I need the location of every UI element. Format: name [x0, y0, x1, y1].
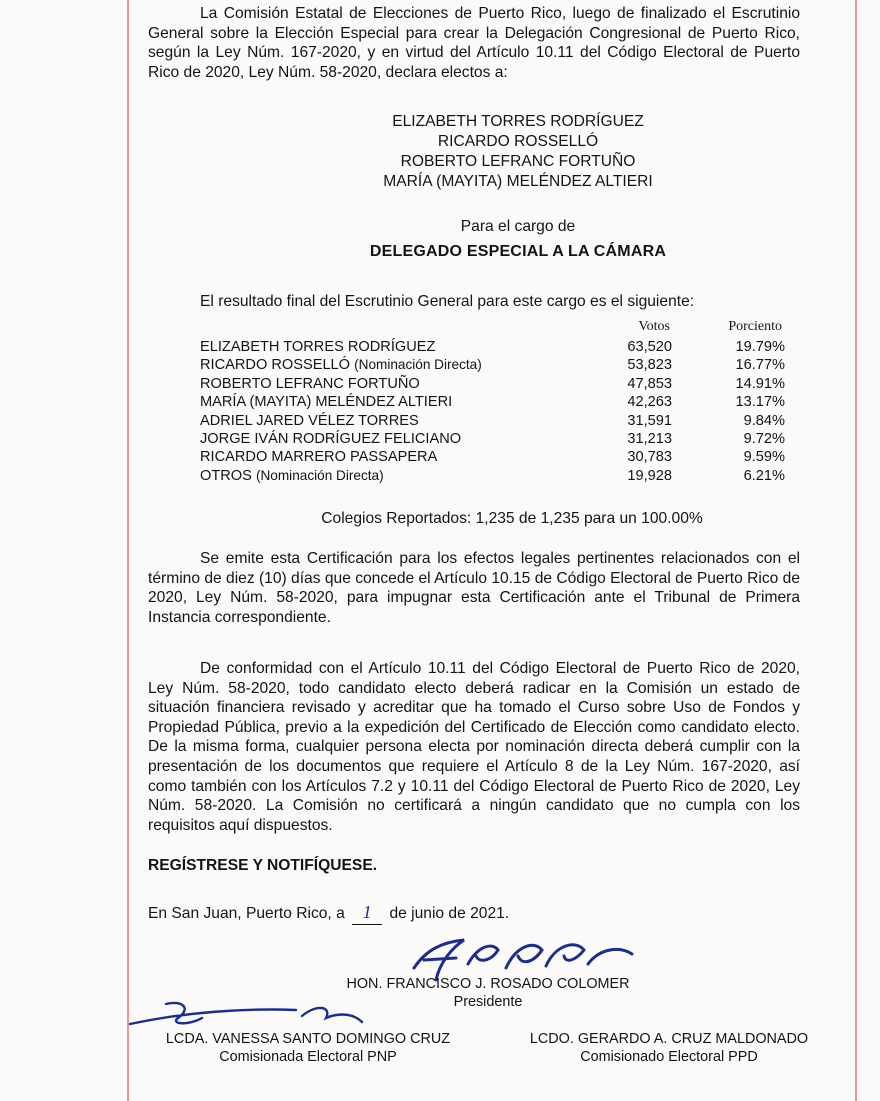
candidate-votes: 19,928 [627, 467, 672, 484]
candidate-name: ELIZABETH TORRES RODRÍGUEZ [200, 339, 436, 355]
table-row [200, 412, 785, 430]
candidate-percent: 14.91% [735, 375, 785, 392]
certification-paragraph: Se emite esta Certificación para los efectos legales pertinentes relacionados con el término de diez (10) días que concede el Artículo 10.15 de Código Electoral de Puerto Rico de 2020, Ley Núm. 58-2020, para impugnar esta Certificación ante el Tribunal de Primera Instancia correspondiente. [148, 550, 800, 626]
date-day: 1 [362, 902, 372, 922]
table-row [200, 338, 785, 356]
ppd-block [510, 1030, 828, 1066]
position-label: Para el cargo de [460, 218, 576, 235]
pnp-name: LCDA. VANESSA SANTO DOMINGO CRUZ [165, 1031, 451, 1047]
ppd-name: LCDO. GERARDO A. CRUZ MALDONADO [529, 1031, 809, 1047]
date-prefix: En San Juan, Puerto Rico, a [148, 905, 345, 922]
ppd-role: Comisionado Electoral PPD [580, 1049, 758, 1065]
candidate-votes: 42,263 [627, 394, 672, 411]
candidate-votes: 31,591 [627, 412, 672, 429]
candidate-votes: 30,783 [627, 449, 672, 466]
candidate-percent: 13.17% [735, 394, 785, 411]
candidate-note: (Nominación Directa) [255, 467, 384, 483]
table-row [200, 393, 785, 411]
candidate-name: MARÍA (MAYITA) MELÉNDEZ ALTIERI [200, 394, 453, 411]
candidate-name: RICARDO MARRERO PASSAPERA [200, 449, 438, 466]
results-intro: El resultado final del Escrutinio General para este cargo es el siguiente: [200, 293, 695, 310]
candidate-votes: 47,853 [627, 375, 672, 392]
conformity-paragraph: De conformidad con el Artículo 10.11 del Código Electoral de Puerto Rico de 2020, Ley Núm. 58-2020, todo candidato electo deberá radicar en la Comisión un estado de situación financiera revisado y acreditar que ha tomado el Curso sobre Uso de Fondos y Propiedad Pública, previo a la expedición del Certificado de Elección como candidato electo. De la misma forma, cualquier persona electa por nominación directa deberá cumplir con la presentación de los documentos que requiere el Artículo 8 de la Ley Núm. 167-2020, así como también con los Artículos 7.2 y 10.11 del Código Electoral de Puerto Rico de 2020, Ley Núm. 58-2020. La Comisión no certificará a ningún candidato que no cumpla con los requisitos aquí dispuestos. [148, 660, 800, 834]
table-row [200, 375, 785, 393]
elected-name: RICARDO ROSSELLÓ [437, 133, 599, 150]
results-table [200, 316, 785, 485]
table-row [200, 356, 785, 374]
candidate-votes: 53,823 [627, 357, 672, 374]
president-name: HON. FRANCISCO J. ROSADO COLOMER [346, 976, 630, 992]
percent-header: Porciento [728, 319, 782, 334]
candidate-name: ADRIEL JARED VÉLEZ TORRES [200, 412, 419, 429]
candidate-percent: 19.79% [735, 339, 785, 355]
candidate-name: ROBERTO LEFRANC FORTUÑO [200, 375, 420, 392]
candidate-votes: 63,520 [627, 339, 672, 355]
candidate-percent: 9.84% [743, 412, 785, 429]
candidate-percent: 16.77% [735, 357, 785, 374]
elected-names [148, 112, 880, 192]
candidate-note: (Nominación Directa) [354, 357, 482, 373]
table-row [200, 430, 785, 448]
candidate-percent: 9.72% [743, 431, 785, 448]
position-title: DELEGADO ESPECIAL A LA CÁMARA [369, 243, 667, 260]
pnp-role: Comisionada Electoral PNP [219, 1049, 397, 1065]
candidate-votes: 31,213 [627, 431, 672, 448]
candidate-name: JORGE IVÁN RODRÍGUEZ FELICIANO [200, 431, 462, 448]
pnp-block [148, 1030, 468, 1066]
candidate-name: OTROS [200, 467, 252, 484]
candidate-name: RICARDO ROSSELLÓ [200, 357, 351, 374]
left-margin-line [127, 0, 129, 1101]
elected-name: ROBERTO LEFRANC FORTUÑO [400, 153, 636, 170]
register-notice: REGÍSTRESE Y NOTIFÍQUESE. [148, 857, 378, 874]
candidate-percent: 6.21% [743, 467, 785, 484]
votes-header: Votos [638, 319, 670, 334]
intro-paragraph: La Comisión Estatal de Elecciones de Puerto Rico, luego de finalizado el Escrutinio General sobre la Elección Especial para crear la Delegación Congresional de Puerto Rico, según la Ley Núm. 167-2020, y en virtud del Artículo 10.11 del Código Electoral de Puerto Rico de 2020, Ley Núm. 58-2020, declara electos a: [148, 5, 800, 81]
table-row [200, 448, 785, 466]
date-suffix: de junio de 2021. [389, 905, 510, 922]
candidate-percent: 9.59% [743, 449, 785, 466]
elected-name: ELIZABETH TORRES RODRÍGUEZ [392, 113, 644, 130]
colleges-reported: Colegios Reportados: 1,235 de 1,235 para un 100.00% [321, 510, 703, 527]
president-role: Presidente [453, 994, 523, 1010]
elected-name: MARÍA (MAYITA) MELÉNDEZ ALTIERI [383, 173, 653, 190]
table-row [200, 467, 785, 485]
